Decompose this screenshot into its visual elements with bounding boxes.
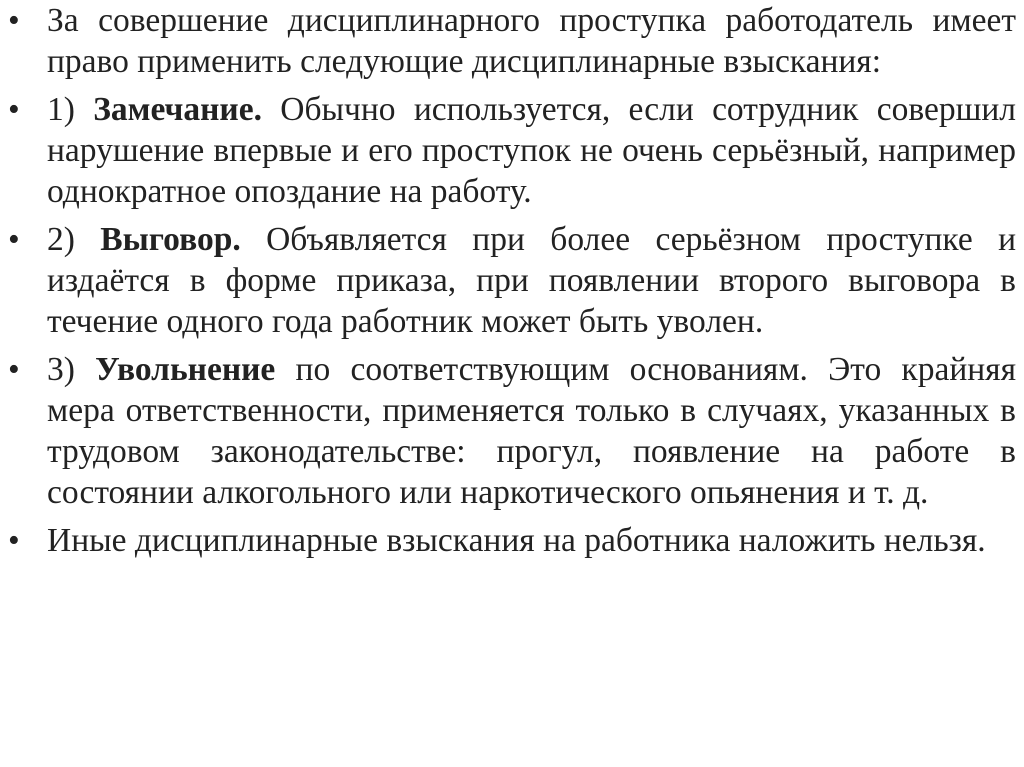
bullet-number: 1) [47,91,94,128]
bullet-item-remark [8,89,1016,212]
bullet-icon: • [8,2,20,39]
bullet-text: За совершение дисциплинарного проступка работодатель имеет право применить следующие дисциплинарные взыскания: [47,2,1016,80]
bullet-icon: • [8,522,20,559]
bullet-text: Иные дисциплинарные взыскания на работника наложить нельзя. [47,522,986,559]
bullet-icon: • [8,221,20,258]
bullet-item-reprimand [8,219,1016,342]
bullet-text: Обычно используется, если сотрудник совершил нарушение впервые и его проступок не очень серьёзный, например однократное опоздание на работу. [47,91,1017,210]
bullet-list [8,0,1016,568]
bullet-text: по соответствующим основаниям. Это крайняя мера ответственности, применяется только в случаях, указанных в трудовом законодательстве: прогул, появление на работе в состоянии алкогольного или наркотического опьянения и т. д. [47,351,1016,511]
bullet-item-intro [8,0,1016,82]
bullet-icon: • [8,91,20,128]
bullet-text: Объявляется при более серьёзном проступке и издаётся в форме приказа, при появлении второго выговора в течение одного года работник может быть уволен. [47,221,1017,340]
bullet-term: Увольнение [95,351,276,388]
bullet-icon: • [8,351,20,388]
bullet-term: Выговор. [100,221,241,258]
bullet-number: 3) [47,351,96,388]
bullet-item-other [8,520,1016,561]
bullet-term: Замечание. [93,91,262,128]
bullet-item-dismissal [8,349,1016,513]
bullet-number: 2) [47,221,101,258]
